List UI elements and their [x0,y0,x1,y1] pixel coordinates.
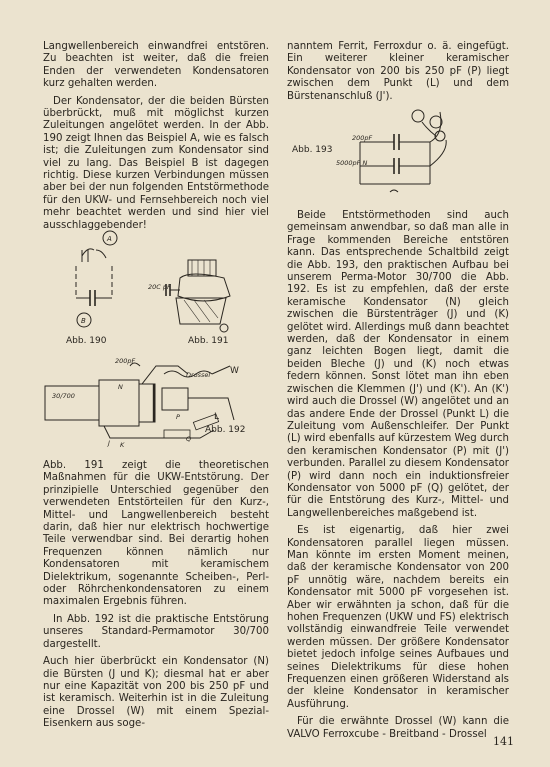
right-column-bottom-text [287,210,509,746]
right-column-top-text [287,41,509,108]
fig193-cap-bottom-label: 5000pF N [336,159,368,167]
paragraph: Beide Entstörmethoden sind auch gemeinsam anwendbar, so daß man alle in Frage kommenden Bereiche entstören kann. Das entsprechende Schaltbild zeigt die Abb. 193, den praktischen Aufbau bei unserem Perma-Motor 30/700 die Abb. 192. Es ist zu empfehlen, daß der erste keramische Kondensator (N) gleich zwischen die Bürstenträger (J) und (K) gelötet wird. Allerdings muß dann beachtet werden, daß der Kondensator in einem ganz leichten Bogen liegt, damit die beiden Bleche (J) und (K) noch etwas federn können. Sonst lötet man ihn eben zwischen die Klemmen (J') und (K'). An (K') wird auch die Drossel (W) angelötet und an das andere Ende der Drossel (Punkt L) die Zuleitung vom Außenschleifer. Der Punkt (L) wird ebenfalls auf kürzestem Weg durch den keramischen Kondensator (P) mit (J') verbunden. Parallel zu diesem Kondensator (P) wird dann noch ein induktionsfreier Kondensator von 5000 pF (Q) gelötet, der für die Entstörung des Kurz-, Mittel- und Langwellenbereiches maßgebend ist. [287,210,509,519]
paragraph: Der Kondensator, der die beiden Bürsten überbrückt, muß mit möglichst kurzen Zuleitungen angelötet werden. In der Abb. 190 zeigt Ihnen das Beispiel A, wie es falsch ist; die Zuleitungen zum Kondensator sind viel zu lang. Das Beispiel B ist dagegen richtig. Diese kurzen Verbindungen müssen aber bei der nun folgenden Entstörmethode für den UKW- und Fernsehbereich noch viel mehr beachtet werden und sind hier viel ausschlaggebender! [43,95,269,231]
fig191-cap-label: 20C pF [148,283,171,291]
figure-190-caption: Abb. 190 [66,336,107,346]
figure-191-caption: Abb. 191 [188,336,229,346]
fig192-p-label: P [176,413,180,421]
fig192-cap-label: 200pF [115,357,136,365]
fig192-q-label: Q [186,435,192,443]
left-column-bottom-text [43,460,269,736]
paragraph: Für die erwähnte Drossel (W) kann die VALVO Ferroxcube - Breitband - Drossel [287,716,509,740]
paragraph: In Abb. 192 ist die praktische Entstörung unseres Standard-Permamotor 30/700 dargestellt. [43,613,269,650]
fig192-k-label: K [120,441,125,449]
label-b: B [81,317,86,325]
fig193-cap-top-label: 200pF [352,134,373,142]
figure-193-schematic [330,106,460,198]
figure-191-drawing [150,256,240,336]
label-a: A [107,235,112,243]
fig192-j-label: J [108,439,110,447]
paragraph: nanntem Ferrit, Ferroxdur o. ä. eingefügt. Ein weiterer kleiner keramischer Kondensator von 200 bis 250 pF (P) liegt zwischen dem Punkt (L) und dem Bürstenanschluß (J'). [287,41,509,102]
fig192-n-label: N [118,383,123,391]
figure-192-caption: Abb. 192 [205,425,246,435]
figure-190-diagram [60,228,140,336]
fig192-motor-label: 30/700 [52,392,75,400]
paragraph: Abb. 191 zeigt die theoretischen Maßnahmen für die UKW-Entstörung. Der prinzipielle Unterschied gegenüber den verwendeten Entstörteilen für den Kurz-, Mittel- und Langwellenbereich besteht darin, daß hier nur elektrisch hochwertige Teile verwendbar sind. Bei derartig hohen Frequenzen können nämlich nur Kondensatoren mit keramischem Dielektrikum, sogenannte Scheiben-, Perl- oder Röhrchenkondensatoren zu einem maximalen Ergebnis führen. [43,460,269,608]
page-number: 141 [493,735,514,748]
figure-193-caption: Abb. 193 [292,145,333,155]
left-column-top-text [43,41,269,237]
paragraph: Auch hier überbrückt ein Kondensator (N) die Bürsten (J und K); diesmal hat er aber nur eine Kapazität von 200 bis 250 pF und ist keramisch. Weiterhin ist in die Zuleitung eine Drossel (W) mit einem Spezial-Eisenkern aus soge- [43,656,269,730]
paragraph: Langwellenbereich einwandfrei entstören. Zu beachten ist weiter, daß die freien Enden der verwendeten Kondensatoren kurz gehalten werden. [43,41,269,90]
fig192-l-label: L [214,412,220,422]
fig192-w-label: W [230,366,239,376]
paragraph: Es ist eigenartig, daß hier zwei Kondensatoren parallel liegen müssen. Man könnte im ersten Moment meinen, daß der keramische Kondensator von 200 pF unnötig wäre, nachdem bereits ein Kondensator mit 5000 pF vorgesehen ist. Aber wir erwähnten ja schon, daß für die hohen Frequenzen (UKW und FS) elektrisch vollständig einwandfreie Teile verwendet werden müssen. Der größere Kondensator bietet jedoch infolge seines Aufbaues und seines Dielektrikums für diese hohen Frequenzen einen größeren Widerstand als der kleine Kondensator in keramischer Ausführung. [287,525,509,710]
fig192-drossel-label: Drossel [186,371,211,379]
